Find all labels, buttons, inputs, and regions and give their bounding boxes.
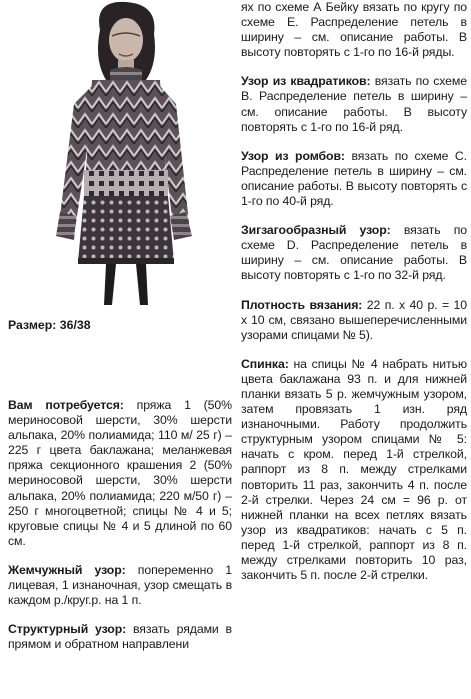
paragraph-label: Узор из ромбов: [241,148,345,163]
paragraph-text: на спицы № 4 набрать нитью цвета баклажана 93 п. и для нижней планки вязать 5 р. жемчужным узором, затем провязать 1 изн. ряд изнаночными. Работу продолжить структурным узором спицами № 5: начать с кром. перед 1-й стрелкой, раппорт из 8 п. между стрелками повторить 11 раз, закончить 4 п. после 2-й стрелки. Через 24 см = 96 р. от нижней планки на всех петлях вязать узор из квадратиков: начать с 5 п. перед 1-й стрелкой, раппорт из 8 п. между стрелками повторить 10 раз, закончить 5 п. после 2-й стрелки. [241,356,467,583]
paragraph-label: Узор из квадратиков: [241,74,371,89]
paragraph [241,74,467,134]
paragraph-text: 22 п. х 40 р. = 10 х 10 см, связано вышеперечисленными узорами спицами № 5). [241,297,467,342]
paragraph [241,0,467,60]
paragraph-label: Структурный узор: [8,622,127,637]
paragraph-gap [241,60,467,74]
paragraph-text: ях по схеме А Бейку вязать по кругу по схеме Е. Распределение петель в ширину – см. описание работы. В высоту повторять с 1-го по 16-й ряды. [241,0,467,60]
paragraph-text: пряжа 1 (50% мериносовой шерсти, 30% шерсти альпака, 20% полиамида; 110 м/ 25 г) – 225 г цвета баклажана; меланжевая пряжа секционного крашения 2 (50% мериносовой шерсти, 30% шерсти альпака, 20% полиамида; 220 м/50 г) – 250 г многоцветной; спицы № 4 и 5; круговые спицы № 4 и 5 длиной по 60 см. [8,398,232,548]
paragraph [8,563,232,608]
model-photo [8,0,236,305]
size-line: Размер: 36/38 [8,318,91,332]
paragraph [241,357,467,583]
paragraph-gap [241,135,467,149]
paragraph [8,622,232,652]
paragraph [241,298,467,343]
paragraph-label: Плотность вязания: [241,297,363,312]
paragraph-gap [8,549,232,563]
paragraph-label: Зигзагообразный узор: [241,223,391,238]
paragraph-text: вязать по схеме С. Распределение петель в ширину – см. описание работы. В высоту повторять с 1-го по 40-й ряд. [241,148,467,209]
paragraph-gap [241,284,467,298]
paragraph [8,398,232,549]
paragraph [241,149,467,209]
paragraph-text: вязать по схеме D. Распределение петель в ширину – см. описание работы. В высоту повторять с 1-го по 32-й ряд. [241,223,467,283]
paragraph-gap [241,343,467,357]
paragraph-gap [241,209,467,223]
paragraph-text: вязать по схеме В. Распределение петель в ширину – см. описание работы. В высоту повторять с 1-го по 16-й ряд. [241,74,467,134]
paragraph-gap [8,608,232,622]
left-column [8,398,232,652]
paragraph-label: Спинка: [241,356,289,371]
paragraph [241,223,467,283]
paragraph-label: Вам потребуется: [8,398,124,412]
paragraph-label: Жемчужный узор: [8,562,126,577]
right-column [241,0,467,583]
paragraph-text: попеременно 1 лицевая, 1 изнаночная, узор смещать в каждом р./круг.р. на 1 п. [8,562,232,608]
paragraph-text: вязать рядами в прямом и обратном направлени [8,622,232,652]
